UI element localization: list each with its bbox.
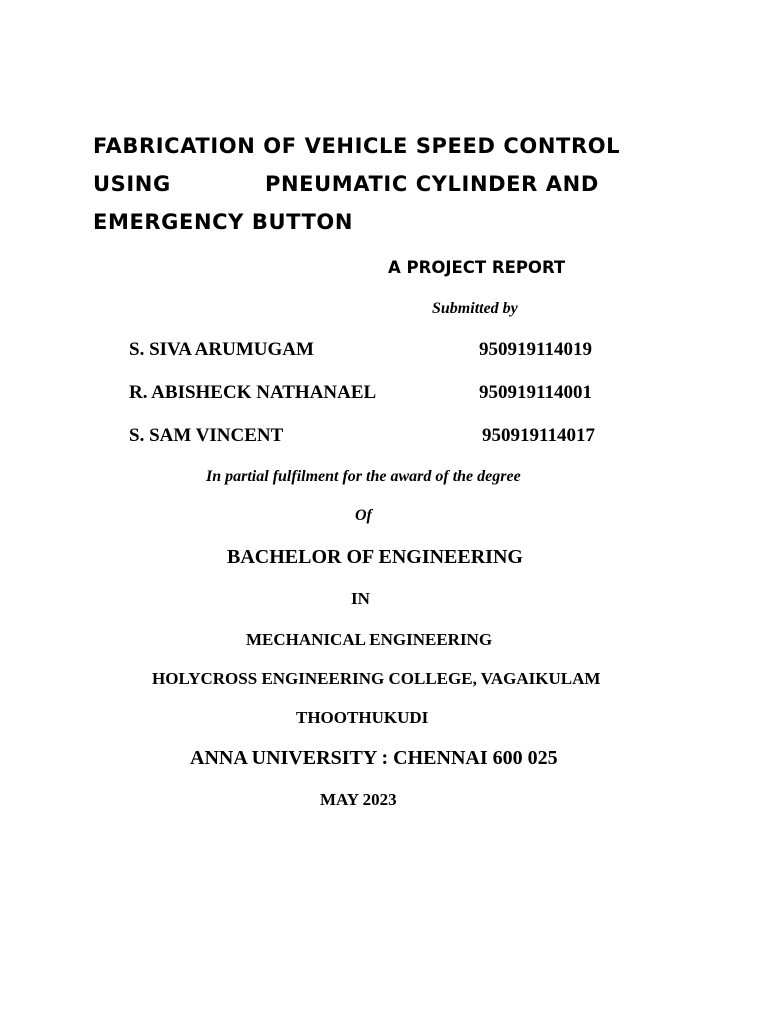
- project-title-line-2a: USING: [93, 172, 171, 196]
- project-title-line-2b: PNEUMATIC CYLINDER AND: [265, 172, 599, 196]
- student-name: R. ABISHECK NATHANAEL: [129, 382, 377, 403]
- fulfilment-statement: In partial fulfilment for the award of the degree: [206, 468, 521, 485]
- college-name: HOLYCROSS ENGINEERING COLLEGE, VAGAIKULAM: [152, 669, 601, 688]
- project-title-line-3: EMERGENCY BUTTON: [93, 210, 354, 234]
- in-label: IN: [351, 589, 370, 608]
- report-type: A PROJECT REPORT: [388, 258, 566, 277]
- submitted-by: Submitted by: [432, 300, 518, 317]
- degree: BACHELOR OF ENGINEERING: [227, 546, 523, 568]
- student-name: S. SIVA ARUMUGAM: [129, 339, 314, 360]
- university: ANNA UNIVERSITY : CHENNAI 600 025: [190, 747, 558, 769]
- student-reg-no: 950919114019: [479, 339, 592, 360]
- branch: MECHANICAL ENGINEERING: [246, 630, 493, 649]
- of-label: Of: [355, 507, 372, 524]
- college-city: THOOTHUKUDI: [296, 708, 429, 727]
- student-reg-no: 950919114017: [482, 425, 595, 446]
- project-title-line-1: FABRICATION OF VEHICLE SPEED CONTROL: [93, 134, 621, 158]
- student-reg-no: 950919114001: [479, 382, 592, 403]
- submission-date: MAY 2023: [320, 790, 397, 809]
- student-name: S. SAM VINCENT: [129, 425, 284, 446]
